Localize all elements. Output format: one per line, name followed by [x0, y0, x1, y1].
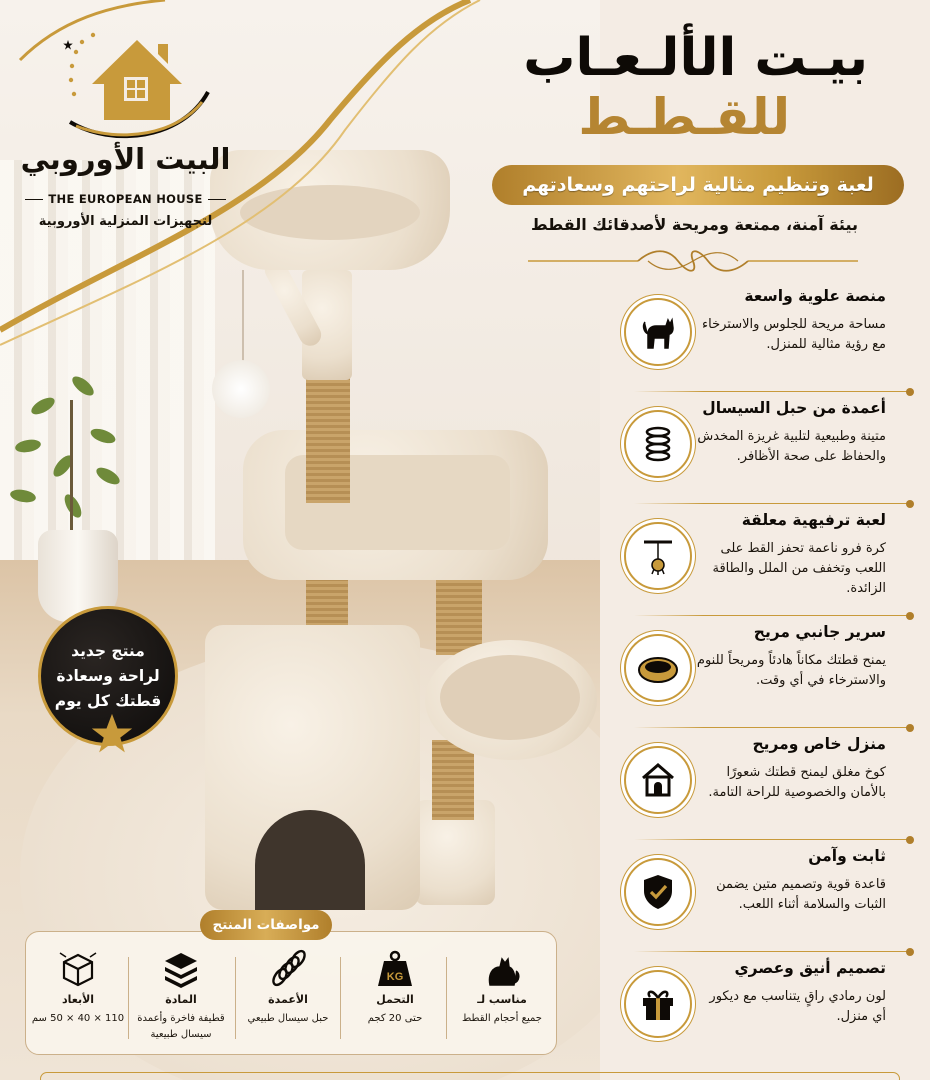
feature-description: يمنح قطتك مكاناً هادئاً ومريحاً للنوم والاسترخاء في أي وقت. — [696, 653, 886, 688]
badge-line-1: منتج جديد — [71, 641, 145, 660]
feature-title: أعمدة من حبل السيسال — [702, 399, 886, 417]
feature-item — [614, 506, 914, 616]
feature-title: منصة علوية واسعة — [744, 287, 886, 305]
feature-description: متينة وطبيعية لتلبية غريزة المخدش والحفاظ على صحة الأظافر. — [697, 429, 886, 464]
feature-title: لعبة ترفيهية معلقة — [741, 511, 886, 529]
spec-value: حبل سيسال طبيعي — [247, 1013, 329, 1024]
feature-title: ثابت وآمن — [808, 847, 886, 865]
sisal-rope-icon — [624, 410, 692, 478]
cat-icon — [624, 298, 692, 366]
feature-item — [614, 842, 914, 952]
layers-icon — [161, 949, 201, 989]
spec-value: قطيفة فاخرة وأعمدة سيسال طبيعية — [137, 1013, 225, 1040]
cat-silhouette-icon — [482, 949, 522, 989]
badge-line-2: لراحة وسعادة — [56, 666, 160, 685]
house-logo-icon — [62, 22, 212, 140]
feature-title: تصميم أنيق وعصري — [734, 959, 886, 977]
feature-description: كرة فرو ناعمة تحفز القط على اللعب وتخفف من الملل والطاقة الزائدة. — [712, 541, 886, 596]
feature-item — [614, 954, 914, 1064]
brand-name-arabic: البيت الأوروبي — [20, 142, 231, 176]
brand-tagline: لتجهيزات المنزلية الأوروبية — [38, 214, 213, 229]
cat-bed-icon — [624, 634, 692, 702]
feature-description: كوخ مغلق ليمنح قطتك شعورًا بالأمان والخصوصية للراحة التامة. — [708, 765, 886, 800]
feature-description: مساحة مريحة للجلوس والاسترخاء مع رؤية مثالية للمنزل. — [702, 317, 886, 352]
kg-weight-icon — [375, 949, 415, 989]
kg-label: KG — [386, 971, 404, 983]
feature-item — [614, 730, 914, 840]
headline-ribbon — [492, 165, 904, 205]
shield-check-icon — [624, 858, 692, 926]
specs-heading: مواصفات المنتج — [200, 910, 332, 940]
pompom-toy — [212, 360, 270, 418]
feature-description: قاعدة قوية وتصميم متين يضمن الثبات والسلامة أثناء اللعب. — [716, 877, 886, 912]
spec-value: جميع أحجام القطط — [462, 1013, 542, 1024]
gift-icon — [624, 970, 692, 1038]
spec-value: 110 × 40 × 50 سم — [31, 1013, 125, 1024]
cat-tree-door — [255, 810, 365, 910]
hanging-toy-icon — [624, 522, 692, 590]
ornament-divider — [528, 248, 858, 274]
spec-label: التحمل — [376, 993, 414, 1006]
subtitle: بيئة آمنة، ممتعة ومريحة لأصدقائك القطط — [530, 215, 858, 234]
spec-label: المادة — [165, 993, 197, 1006]
feature-item — [614, 618, 914, 728]
feature-description: لون رمادي راقٍ يتناسب مع ديكور أي منزل. — [709, 989, 886, 1024]
brand-name-english: THE EUROPEAN HOUSE — [18, 192, 233, 206]
spec-label: الأبعاد — [61, 993, 95, 1006]
feature-title: سرير جانبي مريح — [753, 623, 886, 641]
spec-item — [235, 945, 341, 1049]
ribbon-text: لعبة وتنظيم مثالية لراحتهم وسعادتهم — [522, 174, 874, 196]
badge-line-3: قطتك كل يوم — [54, 691, 162, 710]
spec-item — [342, 945, 448, 1049]
bottom-frame — [40, 1072, 900, 1080]
box-dimensions-icon — [58, 949, 98, 989]
spec-item — [25, 945, 131, 1049]
feature-item — [614, 394, 914, 504]
feature-item — [614, 282, 914, 392]
coil-icon — [268, 949, 308, 989]
feature-title: منزل خاص ومريح — [752, 735, 886, 753]
star-icon — [90, 712, 134, 756]
spec-label: مناسب لـ — [477, 993, 527, 1006]
house-icon — [624, 746, 692, 814]
page-title-line-2: للقـطـط — [578, 88, 790, 146]
spec-item — [128, 945, 234, 1049]
spec-label: الأعمدة — [268, 993, 308, 1006]
spec-value: حتى 20 كجم — [367, 1013, 423, 1024]
spec-item — [449, 945, 555, 1049]
page-title-line-1: بيـت الألـعـاب — [523, 28, 868, 88]
